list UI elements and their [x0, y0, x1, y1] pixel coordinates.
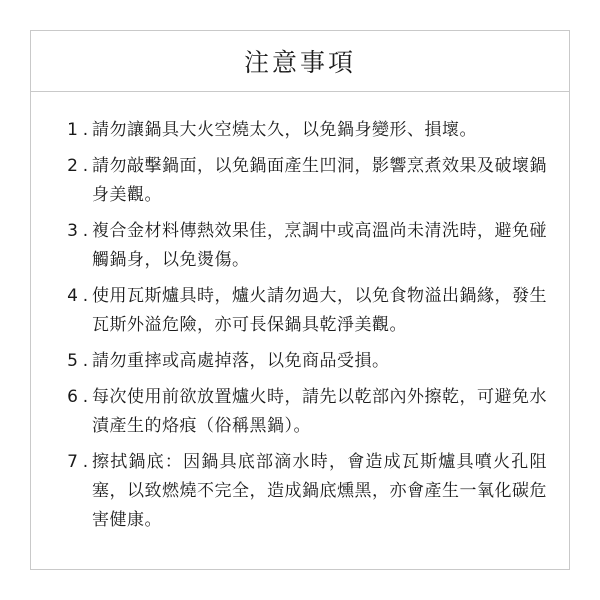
list-item-separator: . [82, 387, 89, 407]
list-item-text: 擦拭鍋底：因鍋具底部滴水時，會造成瓦斯爐具噴火孔阻塞，以致燃燒不完全，造成鍋底燻黑，亦會產生一氧化碳危害健康。 [92, 452, 547, 530]
list-item-text: 每次使用前欲放置爐火時，請先以乾部內外擦乾，可避免水漬產生的烙痕（俗稱黑鍋）。 [92, 387, 547, 436]
list-item [49, 116, 547, 145]
list-item-text: 複合金材料傳熱效果佳，烹調中或高溫尚未清洗時，避免碰觸鍋身，以免燙傷。 [92, 221, 547, 270]
list-item-number: 1 [67, 120, 79, 140]
title-bar [31, 31, 569, 92]
list-item-text: 請勿重摔或高處掉落，以免商品受損。 [92, 351, 390, 371]
list-item [49, 217, 547, 275]
notice-card [30, 30, 570, 570]
list-item [49, 347, 547, 376]
list-item [49, 152, 547, 210]
list-item-text: 使用瓦斯爐具時，爐火請勿過大，以免食物溢出鍋緣，發生瓦斯外溢危險，亦可長保鍋具乾淨美觀。 [92, 286, 547, 335]
list-item-number: 7 [67, 452, 79, 472]
list-item-separator: . [82, 452, 89, 472]
list-item-number: 4 [67, 286, 79, 306]
list-item-separator: . [82, 286, 89, 306]
notice-list [31, 92, 569, 535]
list-item [49, 383, 547, 441]
list-item-number: 2 [67, 156, 79, 176]
list-item-separator: . [82, 120, 89, 140]
list-item-text: 請勿敲擊鍋面，以免鍋面產生凹洞，影響烹煮效果及破壞鍋身美觀。 [92, 156, 547, 205]
list-item-number: 3 [67, 221, 79, 241]
list-item-number: 6 [67, 387, 79, 407]
list-item-separator: . [82, 351, 89, 371]
list-item [49, 282, 547, 340]
list-item [49, 448, 547, 535]
list-item-number: 5 [67, 351, 79, 371]
page-title: 注意事項 [243, 48, 356, 77]
list-item-separator: . [82, 221, 89, 241]
list-item-text: 請勿讓鍋具大火空燒太久，以免鍋身變形、損壞。 [92, 120, 477, 140]
list-item-separator: . [82, 156, 89, 176]
